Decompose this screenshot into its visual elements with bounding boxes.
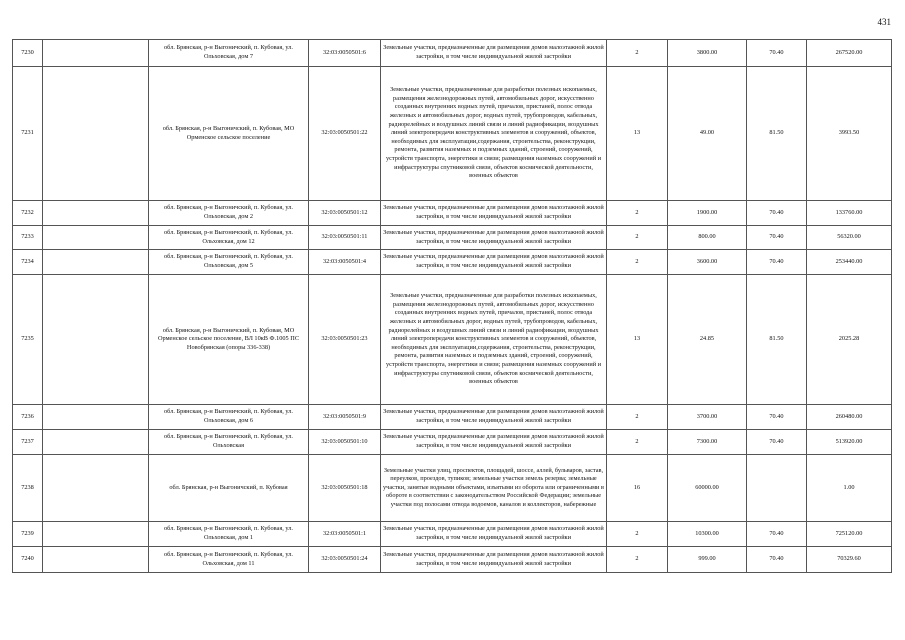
address-cell: обл. Брянская, р-н Выгоничский, п. Кубовая: [149, 455, 309, 522]
group-cell: 2: [607, 201, 668, 226]
table-row: [13, 430, 892, 455]
address-cell: обл. Брянская, р-н Выгоничский, п. Кубовая, ул. Ольховская, дом 6: [149, 405, 309, 430]
rate-cell: 70.40: [747, 405, 807, 430]
cadastral-value-cell: 3993.50: [807, 67, 892, 201]
row-number-cell: 7239: [13, 522, 43, 547]
cadastral-value-cell: 56320.00: [807, 226, 892, 250]
cadastral-value-cell: 133760.00: [807, 201, 892, 226]
area-cell: 3600.00: [668, 250, 747, 275]
area-cell: 10300.00: [668, 522, 747, 547]
table-row: [13, 250, 892, 275]
row-number-cell: 7235: [13, 275, 43, 405]
group-cell: 2: [607, 522, 668, 547]
area-cell: 7300.00: [668, 430, 747, 455]
rate-cell: 70.40: [747, 201, 807, 226]
group-cell: 2: [607, 226, 668, 250]
cadastral-value-cell: 260480.00: [807, 405, 892, 430]
row-number-cell: 7230: [13, 40, 43, 67]
land-use-cell: Земельные участки, предназначенные для разработки полезных ископаемых, размещения железнодорожных путей, автомобильных дорог, искусственно созданных внутренних водных путей, причалов, пристаней, полос отвода железных и автомобильных дорог, водных путей, трубопроводов, кабельных, радиорелейных и воздушных линий связи и линий радиофикации, воздушных линий электропередачи конструктивных элементов и сооружений, объектов, необходимых для эксплуатации,содержания, строительства, реконструкции, ремонта, развития наземных и подземных зданий, строений, сооружений, устройств транспорта, энергетики и связи; размещения наземных сооружений и инфраструктуры спутниковой связи, объектов космической деятельности, военных объектов: [381, 67, 607, 201]
area-cell: 60000.00: [668, 455, 747, 522]
area-cell: 999.00: [668, 547, 747, 573]
cadastral-value-cell: 725120.00: [807, 522, 892, 547]
address-cell: обл. Брянская, р-н Выгоничский, п. Кубовая, ул. Ольховская, дом 2: [149, 201, 309, 226]
empty-cell: [43, 405, 149, 430]
cadastral-value-cell: 70329.60: [807, 547, 892, 573]
group-cell: 13: [607, 275, 668, 405]
cadastral-number-cell: 32:03:0050501:18: [309, 455, 381, 522]
row-number-cell: 7233: [13, 226, 43, 250]
cadastral-number-cell: 32:03:0050501:4: [309, 250, 381, 275]
area-cell: 800.00: [668, 226, 747, 250]
table-row: [13, 455, 892, 522]
rate-cell: 70.40: [747, 250, 807, 275]
table-row: [13, 275, 892, 405]
row-number-cell: 7240: [13, 547, 43, 573]
land-use-cell: Земельные участки, предназначенные для размещения домов малоэтажной жилой застройки, в том числе индивидуальной жилой застройки: [381, 430, 607, 455]
land-use-cell: Земельные участки, предназначенные для размещения домов малоэтажной жилой застройки, в том числе индивидуальной жилой застройки: [381, 547, 607, 573]
empty-cell: [43, 275, 149, 405]
cadastral-value-cell: 1.00: [807, 455, 892, 522]
cadastral-number-cell: 32:03:0050501:10: [309, 430, 381, 455]
land-use-cell: Земельные участки, предназначенные для размещения домов малоэтажной жилой застройки, в том числе индивидуальной жилой застройки: [381, 522, 607, 547]
row-number-cell: 7236: [13, 405, 43, 430]
empty-cell: [43, 547, 149, 573]
empty-cell: [43, 430, 149, 455]
table-row: [13, 522, 892, 547]
area-cell: 24.85: [668, 275, 747, 405]
empty-cell: [43, 67, 149, 201]
area-cell: 3700.00: [668, 405, 747, 430]
address-cell: обл. Брянская, р-н Выгоничский, п. Кубовая, ул. Ольховская, дом 5: [149, 250, 309, 275]
table-row: [13, 67, 892, 201]
group-cell: 2: [607, 250, 668, 275]
land-use-cell: Земельные участки, предназначенные для размещения домов малоэтажной жилой застройки, в том числе индивидуальной жилой застройки: [381, 250, 607, 275]
address-cell: обл. Брянская, р-н Выгоничский, п. Кубовая, ул. Ольховская, дом 7: [149, 40, 309, 67]
address-cell: обл. Брянская, р-н Выгоничский, п. Кубовая, МО Орменское сельское поселение, ВЛ 10кВ Ф.1005 ПС Новобрянская (опоры 336-338): [149, 275, 309, 405]
address-cell: обл. Брянская, р-н Выгоничский, п. Кубовая, МО Орменское сельское поселение: [149, 67, 309, 201]
table-body: [13, 40, 892, 573]
group-cell: 13: [607, 67, 668, 201]
address-cell: обл. Брянская, р-н Выгоничский, п. Кубовая, ул. Ольховская, дом 1: [149, 522, 309, 547]
rate-cell: 70.40: [747, 40, 807, 67]
rate-cell: 81.50: [747, 275, 807, 405]
empty-cell: [43, 522, 149, 547]
rate-cell: 70.40: [747, 522, 807, 547]
group-cell: 2: [607, 405, 668, 430]
group-cell: 2: [607, 40, 668, 67]
row-number-cell: 7237: [13, 430, 43, 455]
table-row: [13, 201, 892, 226]
row-number-cell: 7238: [13, 455, 43, 522]
address-cell: обл. Брянская, р-н Выгоничский, п. Кубовая, ул. Ольховская, дом 12: [149, 226, 309, 250]
empty-cell: [43, 40, 149, 67]
land-use-cell: Земельные участки улиц, проспектов, площадей, шоссе, аллей, бульваров, застав, переулков, проездов, тупиков; земельные участки земель резерва; земельные участки, занятые водными объектами, изъятыми из оборота или ограниченными в обороте в соответствии с законодательством Российской Федерации; земельные участки под полосами отвода водоемов, каналов и коллекторов, набережные: [381, 455, 607, 522]
cadastral-number-cell: 32:03:0050501:1: [309, 522, 381, 547]
empty-cell: [43, 201, 149, 226]
address-cell: обл. Брянская, р-н Выгоничский, п. Кубовая, ул. Ольховская: [149, 430, 309, 455]
table-row: [13, 405, 892, 430]
empty-cell: [43, 455, 149, 522]
land-use-cell: Земельные участки, предназначенные для размещения домов малоэтажной жилой застройки, в том числе индивидуальной жилой застройки: [381, 201, 607, 226]
empty-cell: [43, 250, 149, 275]
address-cell: обл. Брянская, р-н Выгоничский, п. Кубовая, ул. Ольховская, дом 11: [149, 547, 309, 573]
cadastral-number-cell: 32:03:0050501:12: [309, 201, 381, 226]
table-row: [13, 226, 892, 250]
group-cell: 16: [607, 455, 668, 522]
cadastral-number-cell: 32:03:0050501:9: [309, 405, 381, 430]
rate-cell: 70.40: [747, 547, 807, 573]
cadastral-number-cell: 32:03:0050501:11: [309, 226, 381, 250]
group-cell: 2: [607, 547, 668, 573]
cadastral-value-cell: 267520.00: [807, 40, 892, 67]
table-row: [13, 40, 892, 67]
page-number: 431: [877, 17, 891, 27]
area-cell: 49.00: [668, 67, 747, 201]
rate-cell: 81.50: [747, 67, 807, 201]
rate-cell: 70.40: [747, 226, 807, 250]
row-number-cell: 7234: [13, 250, 43, 275]
cadastral-number-cell: 32:03:0050501:6: [309, 40, 381, 67]
empty-cell: [43, 226, 149, 250]
rate-cell: 70.40: [747, 430, 807, 455]
cadastral-number-cell: 32:03:0050501:22: [309, 67, 381, 201]
cadastral-value-cell: 513920.00: [807, 430, 892, 455]
land-use-cell: Земельные участки, предназначенные для размещения домов малоэтажной жилой застройки, в том числе индивидуальной жилой застройки: [381, 226, 607, 250]
area-cell: 3800.00: [668, 40, 747, 67]
cadastral-value-cell: 2025.28: [807, 275, 892, 405]
group-cell: 2: [607, 430, 668, 455]
cadastral-value-cell: 253440.00: [807, 250, 892, 275]
row-number-cell: 7231: [13, 67, 43, 201]
table-row: [13, 547, 892, 573]
land-register-table: [12, 39, 892, 573]
cadastral-number-cell: 32:03:0050501:23: [309, 275, 381, 405]
rate-cell: [747, 455, 807, 522]
row-number-cell: 7232: [13, 201, 43, 226]
cadastral-number-cell: 32:03:0050501:24: [309, 547, 381, 573]
land-use-cell: Земельные участки, предназначенные для размещения домов малоэтажной жилой застройки, в том числе индивидуальной жилой застройки: [381, 405, 607, 430]
land-use-cell: Земельные участки, предназначенные для размещения домов малоэтажной жилой застройки, в том числе индивидуальной жилой застройки: [381, 40, 607, 67]
land-use-cell: Земельные участки, предназначенные для разработки полезных ископаемых, размещения железнодорожных путей, автомобильных дорог, искусственно созданных внутренних водных путей, причалов, пристаней, полос отвода железных и автомобильных дорог, водных путей, трубопроводов, кабельных, радиорелейных и воздушных линий связи и линий радиофикации, воздушных линий электропередачи конструктивных элементов и сооружений, объектов, необходимых для эксплуатации,содержания, строительства, реконструкции, ремонта, развития наземных и подземных зданий, строений, сооружений, устройств транспорта, энергетики и связи; размещения наземных сооружений и инфраструктуры спутниковой связи, объектов космической деятельности, военных объектов: [381, 275, 607, 405]
area-cell: 1900.00: [668, 201, 747, 226]
